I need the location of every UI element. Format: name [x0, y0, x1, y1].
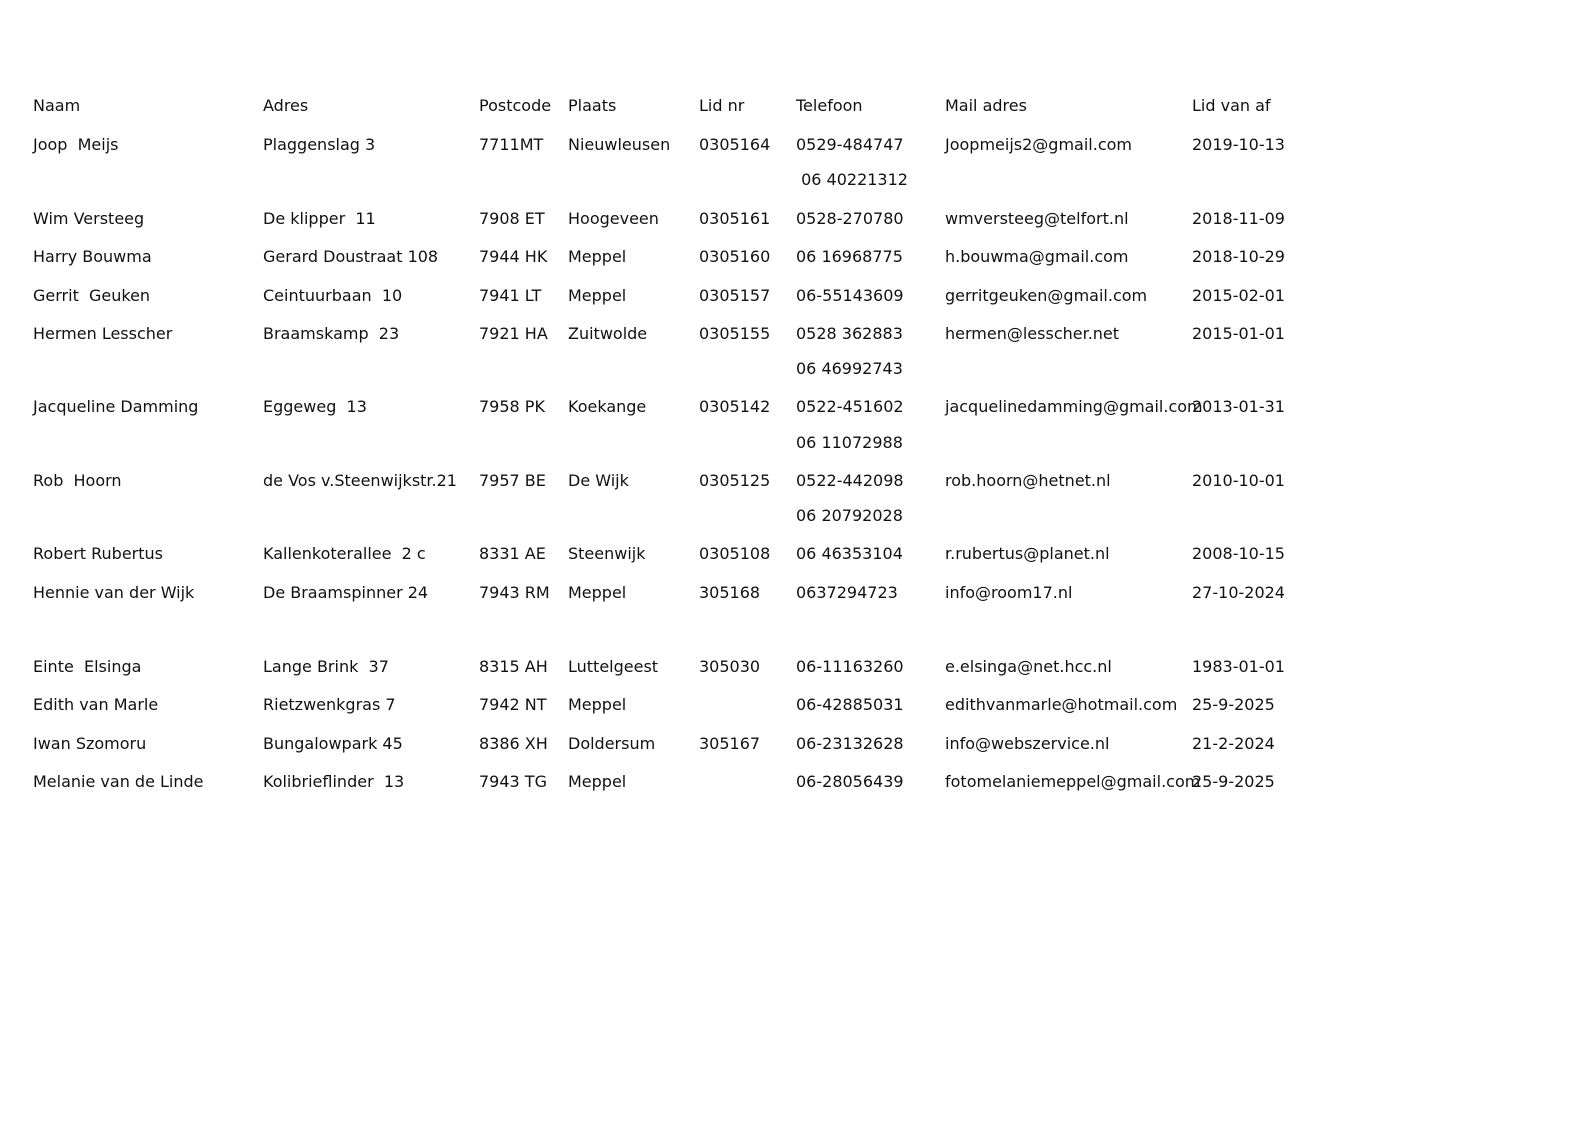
table-row	[0, 732, 1589, 756]
header-adres: Adres	[263, 96, 309, 115]
cell-plaats: Hoogeveen	[568, 209, 659, 228]
cell-plaats: Luttelgeest	[568, 657, 659, 676]
cell-telefoon: 06-42885031	[796, 695, 904, 714]
cell-adres: De Braamspinner 24	[263, 583, 429, 602]
cell-naam: Edith van Marle	[33, 695, 159, 714]
cell-telefoon-2: 06 20792028	[796, 506, 903, 525]
cell-adres: Braamskamp 23	[263, 324, 400, 343]
cell-mail[interactable]: e.elsinga@net.hcc.nl	[945, 657, 1112, 676]
header-mail-adres: Mail adres	[945, 96, 1027, 115]
cell-mail[interactable]: h.bouwma@gmail.com	[945, 247, 1129, 266]
cell-adres: Eggeweg 13	[263, 397, 367, 416]
cell-telefoon: 06-11163260	[796, 657, 904, 676]
cell-telefoon: 06-28056439	[796, 772, 904, 791]
cell-mail[interactable]: gerritgeuken@gmail.com	[945, 286, 1148, 305]
cell-naam: Wim Versteeg	[33, 209, 145, 228]
cell-naam: Robert Rubertus	[33, 544, 163, 563]
cell-lid-van-af: 27-10-2024	[1192, 583, 1285, 602]
cell-telefoon-2: 06 46992743	[796, 359, 903, 378]
cell-plaats: Zuitwolde	[568, 324, 648, 343]
cell-lid-nr: 0305108	[699, 544, 771, 563]
cell-lid-nr: 0305164	[699, 135, 771, 154]
cell-lid-van-af: 2015-02-01	[1192, 286, 1285, 305]
cell-mail[interactable]: info@room17.nl	[945, 583, 1073, 602]
cell-lid-van-af: 2013-01-31	[1192, 397, 1285, 416]
cell-naam: Gerrit Geuken	[33, 286, 151, 305]
cell-naam: Joop Meijs	[33, 135, 119, 154]
cell-naam: Harry Bouwma	[33, 247, 152, 266]
cell-adres: De klipper 11	[263, 209, 376, 228]
cell-lid-van-af: 21-2-2024	[1192, 734, 1275, 753]
cell-adres: de Vos v.Steenwijkstr.21	[263, 471, 457, 490]
cell-adres: Plaggenslag 3	[263, 135, 376, 154]
cell-mail[interactable]: wmversteeg@telfort.nl	[945, 209, 1129, 228]
cell-naam: Einte Elsinga	[33, 657, 142, 676]
table-row	[0, 245, 1589, 269]
cell-lid-van-af: 25-9-2025	[1192, 772, 1275, 791]
cell-mail[interactable]: Joopmeijs2@gmail.com	[945, 135, 1132, 154]
table-row	[0, 133, 1589, 157]
cell-lid-van-af: 1983-01-01	[1192, 657, 1285, 676]
cell-postcode: 7943 TG	[479, 772, 547, 791]
cell-lid-nr: 0305125	[699, 471, 771, 490]
cell-telefoon: 0529-484747	[796, 135, 904, 154]
cell-lid-nr: 305168	[699, 583, 761, 602]
cell-lid-nr: 0305142	[699, 397, 771, 416]
cell-adres: Lange Brink 37	[263, 657, 389, 676]
cell-plaats: Doldersum	[568, 734, 656, 753]
cell-postcode: 7958 PK	[479, 397, 545, 416]
cell-telefoon: 0528 362883	[796, 324, 903, 343]
header-postcode: Postcode	[479, 96, 552, 115]
cell-plaats: De Wijk	[568, 471, 629, 490]
cell-adres: Gerard Doustraat 108	[263, 247, 439, 266]
cell-postcode: 7944 HK	[479, 247, 548, 266]
cell-plaats: Koekange	[568, 397, 647, 416]
cell-lid-nr: 0305160	[699, 247, 771, 266]
cell-plaats: Nieuwleusen	[568, 135, 671, 154]
table-row	[0, 693, 1589, 717]
table-row	[0, 770, 1589, 794]
table-row	[0, 581, 1589, 605]
cell-postcode: 8315 AH	[479, 657, 548, 676]
cell-mail[interactable]: edithvanmarle@hotmail.com	[945, 695, 1178, 714]
cell-postcode: 7943 RM	[479, 583, 550, 602]
table-row	[0, 655, 1589, 679]
cell-postcode: 7921 HA	[479, 324, 548, 343]
cell-mail[interactable]: fotomelaniemeppel@gmail.com	[945, 772, 1201, 791]
cell-plaats: Meppel	[568, 247, 627, 266]
cell-lid-van-af: 2015-01-01	[1192, 324, 1285, 343]
cell-telefoon: 0528-270780	[796, 209, 904, 228]
cell-lid-van-af: 2019-10-13	[1192, 135, 1285, 154]
cell-mail[interactable]: info@webszervice.nl	[945, 734, 1110, 753]
header-lid-nr: Lid nr	[699, 96, 745, 115]
cell-plaats: Meppel	[568, 772, 627, 791]
header-lid-van-af: Lid van af	[1192, 96, 1271, 115]
cell-telefoon-2: 06 11072988	[796, 433, 903, 452]
cell-postcode: 7908 ET	[479, 209, 545, 228]
cell-telefoon: 06-23132628	[796, 734, 904, 753]
cell-adres: Bungalowpark 45	[263, 734, 403, 753]
cell-postcode: 8331 AE	[479, 544, 546, 563]
cell-mail[interactable]: rob.hoorn@hetnet.nl	[945, 471, 1111, 490]
cell-postcode: 7711MT	[479, 135, 544, 154]
cell-adres: Rietzwenkgras 7	[263, 695, 396, 714]
table-row	[0, 207, 1589, 231]
cell-postcode: 8386 XH	[479, 734, 548, 753]
cell-telefoon: 06-55143609	[796, 286, 904, 305]
cell-lid-nr: 305167	[699, 734, 761, 753]
cell-lid-van-af: 2018-10-29	[1192, 247, 1285, 266]
cell-lid-van-af: 2010-10-01	[1192, 471, 1285, 490]
cell-adres: Kallenkoterallee 2 c	[263, 544, 426, 563]
table-row	[0, 284, 1589, 308]
cell-adres: Kolibrieflinder 13	[263, 772, 405, 791]
cell-lid-nr: 0305155	[699, 324, 771, 343]
table-row	[0, 322, 1589, 346]
header-naam: Naam	[33, 96, 81, 115]
header-plaats: Plaats	[568, 96, 617, 115]
cell-postcode: 7957 BE	[479, 471, 546, 490]
cell-plaats: Meppel	[568, 286, 627, 305]
cell-plaats: Meppel	[568, 583, 627, 602]
cell-telefoon: 0522-442098	[796, 471, 904, 490]
table-row	[0, 469, 1589, 493]
table-row	[0, 395, 1589, 419]
cell-lid-nr: 0305161	[699, 209, 771, 228]
cell-lid-van-af: 25-9-2025	[1192, 695, 1275, 714]
cell-mail[interactable]: hermen@lesscher.net	[945, 324, 1120, 343]
cell-adres: Ceintuurbaan 10	[263, 286, 403, 305]
cell-naam: Melanie van de Linde	[33, 772, 204, 791]
cell-lid-nr: 305030	[699, 657, 761, 676]
cell-telefoon: 06 16968775	[796, 247, 903, 266]
cell-lid-nr: 0305157	[699, 286, 771, 305]
header-row	[0, 94, 1589, 118]
cell-plaats: Meppel	[568, 695, 627, 714]
cell-telefoon-2: 06 40221312	[796, 170, 908, 189]
cell-postcode: 7941 LT	[479, 286, 542, 305]
cell-naam: Iwan Szomoru	[33, 734, 147, 753]
cell-telefoon: 0522-451602	[796, 397, 904, 416]
cell-lid-van-af: 2018-11-09	[1192, 209, 1285, 228]
cell-mail[interactable]: jacquelinedamming@gmail.com	[945, 397, 1203, 416]
cell-telefoon: 06 46353104	[796, 544, 903, 563]
cell-naam: Hermen Lesscher	[33, 324, 173, 343]
cell-telefoon: 0637294723	[796, 583, 898, 602]
cell-naam: Hennie van der Wijk	[33, 583, 195, 602]
cell-plaats: Steenwijk	[568, 544, 646, 563]
cell-naam: Jacqueline Damming	[33, 397, 199, 416]
table-row	[0, 542, 1589, 566]
cell-mail[interactable]: r.rubertus@planet.nl	[945, 544, 1110, 563]
cell-lid-van-af: 2008-10-15	[1192, 544, 1285, 563]
cell-postcode: 7942 NT	[479, 695, 547, 714]
cell-naam: Rob Hoorn	[33, 471, 122, 490]
header-telefoon: Telefoon	[796, 96, 863, 115]
